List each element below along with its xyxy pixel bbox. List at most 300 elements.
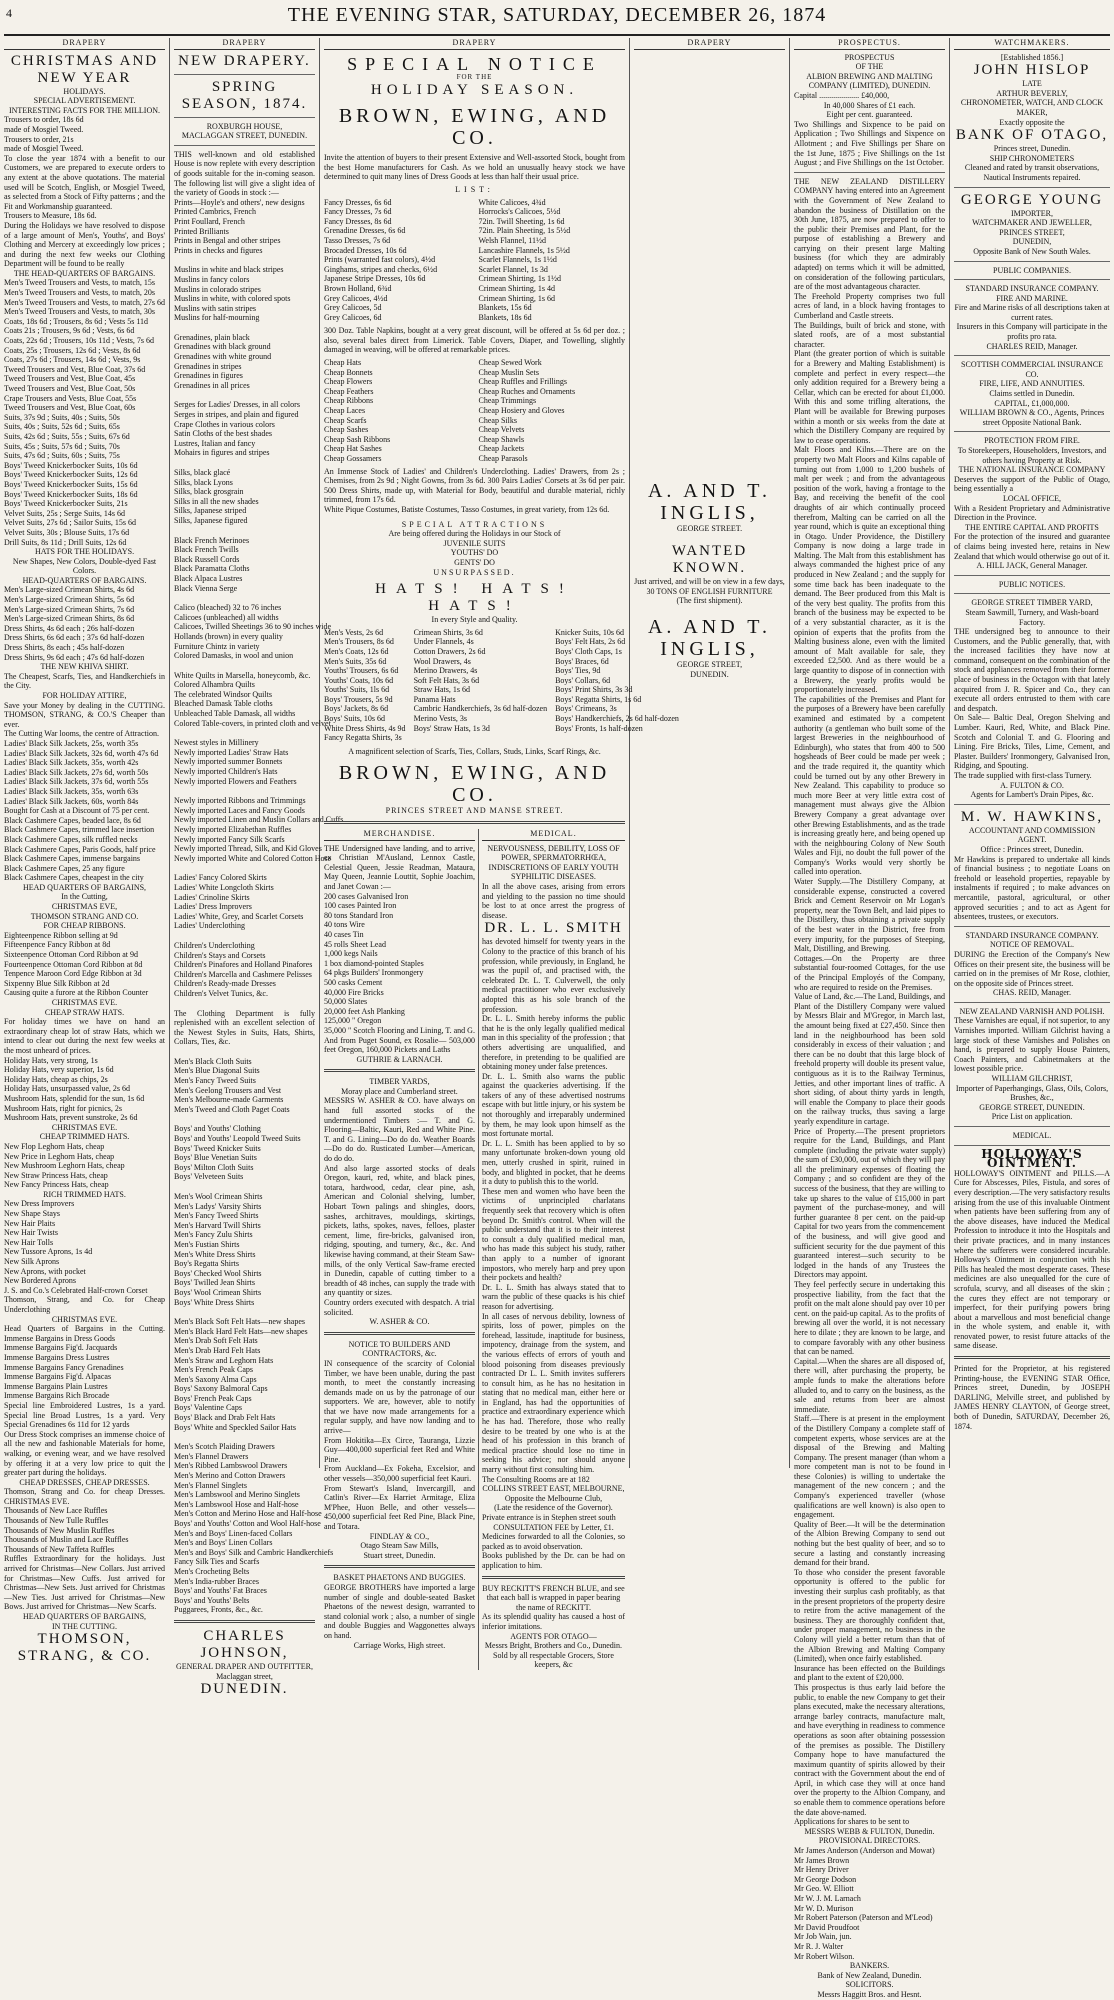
advert-text: Capital .................... £40,000, bbox=[794, 90, 890, 100]
clothing-col-b bbox=[414, 628, 548, 743]
list-item: Scarlet Flannels, 1s 1½d bbox=[478, 255, 557, 265]
spacer bbox=[174, 458, 315, 468]
advert-text: Suits, 40s ; Suits, 52s 6d ; Suits, 65s bbox=[4, 422, 120, 432]
advert-text: THOMSON STRANG AND CO. bbox=[30, 911, 139, 921]
list-item: Fancy Dresses, 8s 6d bbox=[324, 216, 392, 226]
hats-heading: HATS! HATS! HATS! bbox=[375, 581, 574, 615]
list-item: Wool Drawers, 4s bbox=[413, 656, 471, 666]
advert-text: Mr Job Wain, jun. bbox=[794, 1932, 852, 1942]
list-item: Cheap Feathers bbox=[324, 386, 374, 396]
advert-text: Ladies' Fancy Colored Skirts bbox=[174, 873, 267, 883]
advert-text: Fancy Silk Ties and Scarfs bbox=[174, 1557, 260, 1567]
advert-text: CHEAP TRIMMED HATS. bbox=[39, 1132, 130, 1142]
price-list bbox=[324, 198, 625, 323]
list-item: JUVENILE SUITS bbox=[443, 538, 506, 548]
advert-text: Grenadines with black ground bbox=[174, 342, 271, 352]
advert-text: Men's Cotton and Merino Hose and Half-hose bbox=[174, 1509, 322, 1519]
list-heading: LIST: bbox=[455, 184, 494, 194]
advert-text: THE NATIONAL INSURANCE COMPANY bbox=[958, 465, 1106, 475]
advert-text: Thomson, Strang and Co. for cheap Dresses. CHRISTMAS EVE. bbox=[4, 1487, 165, 1506]
advert-text: Mr W. D. Murison bbox=[794, 1903, 854, 1913]
advert-text: Calico (bleached) 32 to 76 inches bbox=[174, 603, 282, 613]
advert-text: Mushroom Hats, splendid for the sun, 1s 6d bbox=[4, 1093, 145, 1103]
advert-text: From Stewart's Island, Invercargill, and Catlin's River—Ex Harriet Armitage, Eliza M'Phee, Huon Belle, and other vessels—450,000 superficial feet Red Pine, Black Pine, and Totara. bbox=[324, 1483, 475, 1531]
advert-text: Men's Merino and Cotton Drawers bbox=[174, 1471, 286, 1481]
advert-text: Men's Large-sized Crimean Shirts, 8s 6d bbox=[4, 614, 135, 624]
advert-text: Boys' and Youths' Clothing bbox=[174, 1124, 261, 1134]
advert-text: Trousers to order, 18s 6d bbox=[4, 115, 84, 125]
advert-text: Men's Lambswool and Merino Singlets bbox=[174, 1490, 300, 1500]
advert-text: CHRISTMAS EVE. bbox=[51, 1314, 118, 1324]
advert-text: Men's Ribbed Lambswool Drawers bbox=[174, 1461, 288, 1471]
advert-text: Causing quite a furore at the Ribbon Counter bbox=[4, 988, 149, 998]
advert-text: 40 cases Tin bbox=[324, 929, 364, 939]
list-item: Cheap Flowers bbox=[324, 377, 373, 387]
list-item: Cheap Bonnets bbox=[324, 367, 373, 377]
advert-text: Mr James Anderson (Anderson and Mowat) bbox=[794, 1846, 935, 1856]
advert-text: J. S. and Co.'s Celebrated Half-crown Corset bbox=[4, 1285, 148, 1295]
list-item: Cheap Ruffles and Frillings bbox=[478, 377, 568, 387]
advert-text: CHRONOMETER, WATCH, AND CLOCK MAKER, bbox=[960, 98, 1104, 117]
advert-text: Children's Velvet Tunics, &c. bbox=[174, 988, 268, 998]
advert-text: DUNEDIN. bbox=[690, 669, 729, 679]
advert-text: Boys' and Youths' Cotton and Wool Half-hose bbox=[174, 1519, 321, 1528]
advert-text: New Hair Plaits bbox=[4, 1218, 56, 1228]
advert-text: Men's Melbourne-made Garments bbox=[174, 1095, 284, 1105]
list-item: Cheap Hat Sashes bbox=[324, 444, 382, 454]
advert-text: Ladies' Black Silk Jackets, 35s, worth 63s bbox=[4, 786, 139, 796]
advert-text: The celebrated Windsor Quilts bbox=[174, 689, 272, 699]
advert-text: CHEAP DRESSES, CHEAP DRESSES. bbox=[19, 1477, 150, 1487]
advert-text: Otago Steam Saw Mills, bbox=[360, 1541, 439, 1551]
spacer bbox=[174, 931, 315, 941]
list-item: Grey Calicoes, 6d bbox=[324, 312, 382, 322]
advert-text: Boys' Milton Cloth Suits bbox=[174, 1162, 254, 1172]
list-item: Merino Drawers, 4s bbox=[413, 666, 478, 676]
advert-text: Printed Brilliants bbox=[174, 226, 229, 236]
advert-text: LATE bbox=[1022, 79, 1042, 89]
spacer bbox=[174, 323, 315, 333]
advert-text: Men's Tweed Trousers and Vests, to match, 27s 6d bbox=[4, 297, 166, 307]
advert-text: Importer of Paperhangings, Glass, Oils, Colors, Brushes, &c., bbox=[955, 1083, 1109, 1103]
advert-text: The capabilities of the Premises and Plant for the purposes of a Brewery have been carefully examined and estimated by a competent authority (a gentleman who built some of the largest Breweries in the neighbourhood of Edinburgh), who states that from 400 to 500 hogsheads of Beer could be made per week ; and the trade required it, the quantity which could be turned out by any other Brewery in New Zealand. This capability to produce so much more Beer at very little extra cost of management must always give the Albion Brewery Company a great advantage over other Brewing Establishments, and as the trade is increasing greatly here, and being opened up with the neighbouring Colony of New South Wales and Fiji, no doubt the full power of the Company's Works would very shortly be called into operation. bbox=[794, 694, 945, 877]
advert-text: Hollands (brown) in every quality bbox=[174, 631, 283, 641]
advert-text: Prints in Bengal and other stripes bbox=[174, 236, 281, 246]
advert-text: Boy's Regatta Shirts bbox=[174, 1259, 239, 1269]
list-item: Boys' Jackets, 8s 6d bbox=[324, 704, 389, 714]
advert-text: Colored Damasks, in wool and union bbox=[174, 651, 294, 661]
advert-text: Men's and Boys' Linen-faced Collars bbox=[174, 1528, 293, 1538]
advert-text: To Storekeepers, Householders, Investors, and others having Property at Risk. bbox=[957, 446, 1107, 465]
list-item: Straw Hats, 1s 6d bbox=[413, 685, 471, 695]
advert-text: In the Cutting, bbox=[61, 892, 108, 902]
list-item: Japanese Stripe Dresses, 10s 6d bbox=[324, 274, 426, 284]
advert-text: HOLIDAYS. bbox=[63, 86, 106, 96]
advert-text: Ladies' Underclothing bbox=[174, 921, 245, 931]
advert-heading: CHARLES JOHNSON, bbox=[200, 1627, 289, 1661]
advert-text: Coats, 27s 6d ; Trousers, 14s 6d ; Vests, 9s bbox=[4, 355, 141, 365]
hats-sub: In every Style and Quality. bbox=[431, 615, 518, 625]
advert-text: Ladies' Black Silk Jackets, 27s 6d, worth 50s bbox=[4, 767, 149, 777]
advert-text: Mushroom Hats, prevent sunstroke, 2s 6d bbox=[4, 1113, 138, 1123]
advert-text: 1,000 kegs Nails bbox=[324, 949, 378, 959]
advert-text: Princes street, Dunedin. bbox=[993, 144, 1071, 154]
list-item: Men's Coats, 12s 6d bbox=[324, 646, 389, 656]
column-header: MEDICAL. bbox=[482, 829, 625, 841]
list-item: Lancashire Flannels, 1s 5½d bbox=[478, 245, 570, 255]
advert-text: Black French Merinoes bbox=[174, 535, 250, 545]
spacer bbox=[634, 606, 785, 616]
advert-text: Thomson, Strang, and Co. for Cheap Underclothing bbox=[4, 1295, 165, 1314]
advert-text: Men's Fancy Tweed Shirts bbox=[174, 1211, 259, 1221]
special-notice-title: SPECIAL NOTICE bbox=[347, 53, 602, 74]
advert-text: Printed Cambrics, French bbox=[174, 207, 256, 217]
list-item: Merino Vests, 3s bbox=[413, 714, 467, 724]
advert-heading: DR. L. L. SMITH bbox=[484, 920, 623, 937]
list-item: Blankets, 15s 6d bbox=[478, 303, 532, 313]
advert-heading: NEW DRAPERY. bbox=[178, 52, 311, 69]
advert-text: Two Shillings and Sixpence to be paid on Application ; Two Shillings and Sixpence on Allotment ; and Five Shillings per Share on the 1st June, 1875 ; Five Shillings on the 1st August ; and Five Shillings on the 1st October. bbox=[794, 119, 945, 168]
advert-text: Newly imported Linen and Muslin Collars and Cuffs bbox=[174, 815, 344, 825]
advert-text: Black Alpaca Lustres bbox=[174, 573, 243, 583]
advert-text: Men's Large-sized Crimean Shirts, 4s 6d bbox=[4, 585, 135, 595]
advert-text: 100 cases Painted Iron bbox=[324, 901, 397, 911]
advert-text: Men's and Boys' Linen Collars bbox=[174, 1538, 273, 1548]
costumes-paragraph: White Pique Costumes, Batiste Costumes, Tasso Costumes, in great variety, from 12s 6d. bbox=[324, 504, 610, 514]
advert-text: GENERAL DRAPER AND OUTFITTER, bbox=[175, 1661, 314, 1671]
advert-text: Ruffles Extraordinary for the holidays. Just arrived for Christmas—New Collars. Just arrived for Christmas—New Cuffs. Just arrived for Christmas—New Sets. Just arrived for Christmas—New Ties. Just arrived for Christmas—New Bows. Just arrived for Christmas—New Scarfs. bbox=[4, 1554, 165, 1612]
advert-text: Sixpenny Blue Silk Ribbon at 2d bbox=[4, 978, 110, 988]
list-item: 72in. Twill Sheeting, 1s 6d bbox=[478, 216, 565, 226]
advert-text: Thousands of New Muslin Ruffles bbox=[4, 1525, 115, 1535]
divider bbox=[954, 1126, 1110, 1127]
advert-text: Children's Marcella and Cashmere Pelisses bbox=[174, 969, 312, 979]
magnificent-selection: A magnificent selection of Scarfs, Ties, Collars, Studs, Links, Scarf Rings, &c. bbox=[348, 746, 601, 756]
advert-text: Muslins in white and black stripes bbox=[174, 265, 284, 275]
column-drapery-1 bbox=[0, 38, 170, 1665]
column-prospectus bbox=[790, 38, 950, 1999]
advert-text: Mr Robert Paterson (Paterson and M'Leod) bbox=[794, 1913, 933, 1923]
advert-text: 35,000 " Scotch Flooring and Lining, T. and G. bbox=[324, 1025, 475, 1035]
advert-text: Tenpence Maroon Cord Edge Ribbon at 3d bbox=[4, 969, 142, 979]
advert-text: 64 pkgs Builders' Ironmongery bbox=[324, 968, 424, 978]
list-item: Boys' Trousers, 5s 9d bbox=[324, 694, 393, 704]
advert-text: Eighteenpence Ribbon selling at 9d bbox=[4, 930, 118, 940]
spacer bbox=[634, 533, 785, 543]
advert-text: Tweed Trousers and Vest, Blue Coat, 50s bbox=[4, 384, 136, 393]
advert-text: Coats, 22s 6d ; Trousers, 10s 11d ; Vests, 7s 6d bbox=[4, 336, 155, 346]
advert-text: RICH TRIMMED HATS. bbox=[43, 1189, 126, 1199]
cheap-goods-list bbox=[324, 358, 625, 464]
advert-text: Water Supply.—The Distillery Company, at considerable expense, constructed a covered Brick and Cement Reservoir on Mr Logan's property, near the Town Belt, and laid pipes to the Distillery, thus obtaining a private supply of the best water in the District, free from every impurity, for the purposes of Steeping, Malt, Distilling, and Brewing. bbox=[794, 877, 945, 954]
advert-text: DUNEDIN, bbox=[1012, 237, 1052, 247]
advert-text: Just arrived, and will be on view in a few days, bbox=[634, 577, 785, 587]
advert-text: SHIP CHRONOMETERS bbox=[989, 153, 1075, 163]
divider bbox=[954, 431, 1110, 432]
clothing-price-table bbox=[324, 627, 679, 743]
advert-text: Men's Ladys' Varsity Shirts bbox=[174, 1201, 262, 1211]
column-header: PROSPECTUS. bbox=[794, 38, 945, 50]
list-item: Boys' Collars, 6d bbox=[555, 675, 611, 685]
advert-text: Thousands of Muslin and Lace Ruffles bbox=[4, 1535, 129, 1545]
advert-text: GEORGE STREET, DUNEDIN. bbox=[979, 1102, 1085, 1112]
advert-text: Newly imported Fancy Silk Scarfs bbox=[174, 834, 285, 844]
list-item: Fancy Dresses, 6s 6d bbox=[324, 197, 392, 207]
advert-text: Suits, 42s 6d ; Suits, 55s ; Suits, 67s 6d bbox=[4, 431, 130, 441]
advert-text: Quality of Beer.—It will be the determination of the Albion Brewing Company to send out nothing but the best quality of beer, and so to secure a lasting and constantly increasing demand for their brand. bbox=[794, 1519, 945, 1568]
list-item: Youths' Suits, 1ls 6d bbox=[324, 685, 390, 695]
spacer bbox=[174, 728, 315, 738]
spacer bbox=[174, 1047, 315, 1057]
advert-text: Price List on application. bbox=[991, 1112, 1073, 1122]
advert-text: Holiday Hats, unsurpassed value, 2s 6d bbox=[4, 1084, 130, 1094]
advert-text: Mr Geo. W. Elliott bbox=[794, 1884, 854, 1894]
spacer bbox=[174, 999, 315, 1009]
advert-text: GEORGE STREET, bbox=[676, 659, 743, 669]
advert-text: NOTICE OF REMOVAL. bbox=[989, 940, 1075, 950]
list-item: Boys' Braces, 6d bbox=[555, 656, 609, 666]
advert-text: Silks, black Lyons bbox=[174, 477, 233, 487]
advert-text: Calicoes, Twilled Sheetings 36 to 90 inches wide bbox=[174, 622, 332, 632]
list-item: Men's Vests, 2s 6d bbox=[324, 627, 384, 637]
divider bbox=[794, 172, 945, 173]
list-item: Brocaded Dresses, 10s 6d bbox=[324, 245, 407, 255]
list-item: Cheap Sashes bbox=[324, 425, 369, 435]
advert-text: Black Cashmere Capes, silk ruffled necks bbox=[4, 834, 138, 844]
advert-text: has devoted himself for twenty years in the Colony to the practice of this branch of his profession, while previously, in England, he was the pupil of, and practised with, the celebrated Dr. L. T. Culverwell, the only medical practitioner who ever exclusively adopted this as his sole branch of the profession. bbox=[481, 937, 625, 1014]
advert-text: THE Undersigned have landing, and to arrive, ex Christian M'Ausland, Lennox Castle, Celestial Queen, Jessie Readman, Mataura, May Queen, Jeannie Louttit, Sophie Joachim, and Janet Cowan :— bbox=[324, 843, 475, 891]
column-drapery-3 bbox=[320, 38, 679, 1670]
list-item: White Dress Shirts, 4s 9d bbox=[324, 723, 406, 733]
advert-text: During the Holidays we have resolved to dispose of a large amount of Men's, Youths', and Boys' Clothing and Mercery at exceedingly low prices ; and during the next few weeks our Clothing Department will be found to be really bbox=[4, 220, 165, 269]
list-item: Grenadine Dresses, 6s 6d bbox=[324, 226, 406, 236]
advert-text: Fire and Marine risks of all descriptions taken at current rates. bbox=[954, 303, 1110, 322]
advert-text: The Cutting War looms, the centre of Attraction. bbox=[4, 729, 159, 739]
advert-text: Black Cashmere Capes, cheapest in the city bbox=[4, 873, 144, 883]
advert-text: CONSULTATION FEE by Letter, £1. bbox=[493, 1522, 614, 1532]
divider bbox=[954, 1002, 1110, 1003]
list-item: Scarlet Flannel, 1s 3d bbox=[478, 264, 548, 274]
advert-text: Ladies' Black Silk Jackets, 32s 6d, worth 47s 6d bbox=[4, 748, 159, 758]
advert-text: CAPITAL, £1,000,000. bbox=[994, 398, 1070, 408]
advert-text: These Varnishes are equal, if not superior, to any Varnishes imported. William Gilchrist having a large stock of these Varnishes and Polishes on hand, is prepared to supply House Painters, Coach Painters, and Cabinetmakers at the lowest possible price. bbox=[954, 1016, 1110, 1074]
advert-text: Ladies' Black Silk Jackets, 35s, worth 42s bbox=[4, 758, 139, 768]
advert-text: Private entrance is in Stephen street south bbox=[481, 1513, 616, 1522]
advert-text: HATS FOR THE HOLIDAYS. bbox=[34, 547, 135, 557]
advert-text: Black Paramatta Cloths bbox=[174, 564, 250, 574]
column-header: DRAPERY bbox=[634, 38, 785, 50]
advert-text: Newly imported Ribbons and Trimmings bbox=[174, 796, 306, 806]
advert-text: Puggarees, Fronts, &c., &c. bbox=[174, 1605, 263, 1615]
advert-text: Deserves the support of the Public of Otago, being essentially a bbox=[954, 474, 1110, 494]
spacer bbox=[174, 1182, 315, 1192]
advert-text: Men's Flannel Drawers bbox=[174, 1451, 249, 1461]
advert-text: ACCOUNTANT AND COMMISSION AGENT. bbox=[968, 825, 1096, 845]
advert-text: CHRISTMAS EVE. bbox=[51, 998, 118, 1007]
advert-text: Newly imported White and Colored Cotton Hose bbox=[174, 853, 332, 863]
advert-text: Mr Hawkins is prepared to undertake all kinds of financial business ; to negotiate Loans on freehold or leasehold properties, repayable by instalments if required ; to make advances on mercantile, pastoral, agricultural, or other approved securities ; and to act as Agent for absentees, trustees, or executors. bbox=[954, 854, 1110, 922]
advert-text: Plant (the greater portion of which is suitable for a Brewery and Malting Establishment) is complete and perfect in every respect—the only addition required for a Brewery being a Cellar, which can be erected for about £1,000. With this and some trifling alterations, the Plant will be available for Brewing purposes within a month or six weeks from the date at which the Distillery Company are required by law to cease operations. bbox=[794, 349, 945, 445]
advert-text: To those who consider the present favorable opportunity is offered to the public for investing their surplus cash profitably, as that in the present proprietors of the property desire to retire from the active management of the business. They are thoroughly confident that, under proper management, no business in the Colony will yield a better return than that of the Albion Brewing and Malting Company (Limited), when once fairly established. bbox=[794, 1567, 945, 1664]
advert-text: Unbleached Table Damask, all widths bbox=[174, 709, 296, 719]
advert-text: The trade supplied with first-class Turnery. bbox=[954, 771, 1092, 780]
advert-heading: CHRISTMAS AND NEW YEAR bbox=[10, 52, 159, 86]
cheap-goods-left bbox=[324, 358, 471, 464]
advert-text: NEW ZEALAND VARNISH AND POLISH. bbox=[959, 1006, 1105, 1016]
advert-text: Immense Bargains Fancy Grenadines bbox=[4, 1362, 124, 1372]
clothing-col-a bbox=[324, 628, 406, 743]
advert-text: Men's Scotch Plaiding Drawers bbox=[174, 1442, 275, 1452]
advert-text: NOTICE TO BUILDERS AND CONTRACTORS, &c. bbox=[348, 1339, 451, 1359]
list-item: 72in. Plain Sheeting, 1s 5½d bbox=[478, 226, 571, 236]
advert-text: Men's Tweed Trousers and Vests, to match, 15s bbox=[4, 278, 156, 288]
advert-text: For holiday times we have on hand an extraordinary cheap lot of straw Hats, which we intend to clear out during the next few weeks at the most unheard of prices. bbox=[4, 1017, 165, 1055]
advert-text: HEAD-QUARTERS OF BARGAINS. bbox=[22, 575, 147, 585]
advert-text: A. FULTON & CO. bbox=[1000, 780, 1064, 790]
advert-text: Head Quarters of Bargains in the Cutting. Immense Bargains in Dress Goods bbox=[4, 1324, 165, 1343]
column-watchmakers bbox=[950, 38, 1114, 1468]
advert-text: THIS well-known and old established House is now replete with every description of goods suitable for the in-coming season. The following list will give a slight idea of the variety of Goods in stock :— bbox=[174, 149, 315, 198]
divider bbox=[324, 1565, 475, 1568]
advert-text: Immense Bargains Dress Lustres bbox=[4, 1352, 110, 1362]
advert-text: 30 TONS OF ENGLISH FURNITURE bbox=[646, 586, 773, 596]
advert-text: With a Resident Proprietary and Administrative Direction in the Province. bbox=[954, 503, 1110, 523]
unsurpassed-label: UNSURPASSED. bbox=[433, 567, 516, 577]
advert-text: Lustres, Italian and fancy bbox=[174, 438, 256, 448]
advert-text: PUBLIC NOTICES. bbox=[998, 579, 1066, 589]
advert-text: New Flop Leghorn Hats, cheap bbox=[4, 1141, 105, 1151]
list-item: Soft Felt Hats, 3s 6d bbox=[413, 675, 480, 685]
advert-text: BASKET PHAETONS AND BUGGIES. bbox=[333, 1573, 466, 1583]
masthead-title: THE EVENING STAR, SATURDAY, DECEMBER 26, 1874 bbox=[287, 4, 827, 26]
advert-blocks bbox=[324, 844, 475, 1651]
advert-text: THE undersigned beg to announce to their Customers, and the Public generally, that, with the increased facilities they have now at command, consequent on the combination of the stock and appliances removed from their former place of business in the Octagon with that lately acquired from J. R. Spicer and Co., they can execute all orders entrusted to them with care and despatch. bbox=[954, 627, 1110, 713]
advert-text: Price of Property.—The present proprietors require for the Land, Buildings, and Plant complete (including the private water supply) the sum of £30,000, out of which they will pay all the preliminary expenses of floating the Company ; and so confident are they of the success of the business, that they are willing to take up shares to the value of £15,000 in part payment of the purchase-money, and will further guarantee 8 per cent. on the paid-up Capital for two years from the commencement of the business, and will give good and sufficient security for the due payment of this guaranteed interest—such security to be lodged in the hands of any Trustees the Directors may appoint. bbox=[794, 1126, 945, 1280]
advert-text: Men's and Boys' Silk and Cambric Handkerchiefs bbox=[174, 1547, 334, 1557]
advert-heading: SPRING SEASON, 1874. bbox=[181, 78, 308, 112]
spacer bbox=[174, 390, 315, 400]
advert-text: Men's Large-sized Crimean Shirts, 7s 6d bbox=[4, 604, 135, 614]
advert-text: Mr George Dodson bbox=[794, 1874, 857, 1884]
advert-text: PUBLIC COMPANIES. bbox=[993, 265, 1071, 275]
advert-text: As its splendid quality has caused a host of inferior imitations. bbox=[481, 1612, 625, 1631]
advert-text: Men's French Peak Caps bbox=[174, 1365, 253, 1375]
divider bbox=[954, 355, 1110, 356]
advert-text: Claims settled in Dunedin. bbox=[989, 389, 1075, 399]
advert-text: PROTECTION FROM FIRE. bbox=[984, 436, 1080, 446]
advert-text: Grenadines in all prices bbox=[174, 380, 250, 390]
advert-text: Boys' Velveteen Suits bbox=[174, 1172, 244, 1182]
list-item: Cheap Parasols bbox=[478, 454, 528, 463]
advert-text: In 40,000 Shares of £1 each. bbox=[823, 100, 916, 110]
advert-text: Sold by all respectable Grocers, Store keepers, &c bbox=[493, 1650, 614, 1670]
advert-blocks bbox=[482, 844, 625, 1670]
advert-text: INTERESTING FACTS FOR THE MILLION. bbox=[8, 105, 161, 115]
list-item: Cheap Hats bbox=[324, 358, 362, 368]
advert-text: Colored Table-covers, in printed cloth and velvet bbox=[174, 718, 331, 728]
advert-text: Staff.—There is at present in the employment of the Distillery Company a complete staff of competent experts, whose services are at the disposal of the Brewing and Malting Company. The present manager (than whom a more competent man is not to be found in these Colonies) is willing to undertake the management of the new concern ; and the Company's experienced traveller (whose qualifications are well known) is also open to engagement. bbox=[794, 1414, 945, 1520]
list-item: Boys' Cloth Caps, 1s bbox=[555, 646, 622, 656]
advert-text: Boys' White and Speckled Sailor Hats bbox=[174, 1422, 296, 1432]
list-item: Men's Suits, 35s 6d bbox=[324, 656, 387, 666]
advert-text: Medicines forwarded to all the Colonies, so packed as to avoid observation. bbox=[481, 1532, 625, 1551]
advert-text: Print Foullard, French bbox=[174, 216, 245, 226]
spacer bbox=[174, 1307, 315, 1317]
list-item: Boys' Ties, 9d bbox=[555, 666, 601, 676]
advert-text: Muslins with satin stripes bbox=[174, 303, 257, 313]
advert-text: ROXBURGH HOUSE, bbox=[206, 121, 283, 131]
list-item: Crimean Shirting, 1s 1½d bbox=[478, 274, 561, 284]
list-item: Welsh Flannel, 11½d bbox=[478, 235, 546, 245]
advert-text: Silks, Japanese striped bbox=[174, 506, 247, 516]
list-item: Cheap Sewed Work bbox=[478, 358, 542, 368]
advert-text: New Shape Stays bbox=[4, 1209, 60, 1219]
advert-text: 45 rolls Sheet Lead bbox=[324, 939, 386, 949]
advert-text: Boys' Tweed Knickerbocker Suits, 10s 6d bbox=[4, 460, 138, 470]
list-item: Boys' Print Shirts, 3s 3d bbox=[555, 685, 633, 695]
advert-text: CHAS. REID, Manager. bbox=[993, 988, 1071, 998]
advert-text: Stuart street, Dunedin. bbox=[363, 1550, 436, 1560]
advert-blocks bbox=[794, 53, 945, 2000]
advert-text: DURING the Erection of the Company's New Offices on their present site, the business will be carried on in the premises of Mr Rose, clothier, on the opposite side of Princes street. bbox=[954, 949, 1110, 988]
medical-column bbox=[479, 829, 625, 1670]
advert-text: SPECIAL ADVERTISEMENT. bbox=[33, 96, 136, 106]
list-item: Boys' Straw Hats, 1s 3d bbox=[413, 723, 490, 733]
advert-text: Trousers to Measure, 18s 6d. bbox=[4, 211, 97, 221]
column-header: WATCHMAKERS. bbox=[954, 38, 1110, 50]
advert-text: Prints—Hoyle's and others', new designs bbox=[174, 197, 305, 207]
advert-text: Prints in checks and figures bbox=[174, 245, 263, 255]
advert-text: Men's Tweed Trousers and Vests, to match, 30s bbox=[4, 307, 156, 317]
list-item: Under Flannels, 4s bbox=[413, 637, 474, 647]
advert-text: Opposite the Melbourne Club, bbox=[504, 1493, 603, 1503]
advert-text: Save your Money by dealing in the CUTTING. THOMSON, STRANG, & CO.'S Cheaper than ever. bbox=[4, 700, 165, 729]
advert-text: Boys' Checked Wool Shirts bbox=[174, 1268, 262, 1278]
advert-text: Trousers to order, 21s bbox=[4, 134, 74, 144]
advert-text: Boys' Tweed Knickerbocker Suits, 12s 6d bbox=[4, 470, 138, 480]
advert-text: Newly imported summer Bonnets bbox=[174, 757, 283, 767]
advert-text: Muslins in white, with colored spots bbox=[174, 294, 291, 304]
for-the-label: FOR THE bbox=[456, 72, 493, 81]
underclothing-paragraph: An Immense Stock of Ladies' and Children's Underclothing. Ladies' Drawers, from 2s ; Chemises, from 2s 9d ; Night Gowns, from 3s 6d. 300 Pairs Ladies' Corsets at 3s 6d per pair. 500 Dress Shirts, made up, with Material for Body, beautiful and durable material, richly trimmed, from 17s 6d. bbox=[324, 466, 625, 505]
list-item: Cotton Drawers, 2s 6d bbox=[413, 646, 486, 656]
advert-text: GEORGE STREET. bbox=[676, 523, 743, 533]
advert-text: Mr R. J. Walter bbox=[794, 1941, 844, 1951]
list-item: Knicker Suits, 10s 6d bbox=[555, 627, 624, 637]
merchandise-column bbox=[324, 829, 479, 1670]
advert-text: IN THE CUTTING. bbox=[52, 1621, 117, 1631]
advert-text: THE NEW ZEALAND DISTILLERY COMPANY having entered into an Agreement with the Government of New Zealand to abandon the business of Distillation on the 30th June, 1875, are now prepared to offer to the public their Premises and Plant, for the purpose of establishing a Brewery and carrying on their present large Malting business (for which they are admirably adapted) on terms which it will be admitted, on consideration of the following particulars, are of the most advantageous character. bbox=[794, 176, 945, 292]
advert-text: Grenadines, plain black bbox=[174, 332, 250, 342]
list-item: Blankets, 18s 6d bbox=[478, 312, 532, 322]
advert-text: Men's Fancy Tweed Suits bbox=[174, 1076, 256, 1086]
advert-text: New Aprons, with pocket bbox=[4, 1266, 86, 1276]
advert-text: Men's Tweed Trousers and Vests, to match, 20s bbox=[4, 288, 156, 298]
advert-text: Black French Twills bbox=[174, 545, 239, 555]
advert-text: Boys' Tweed Knickerbocker Suits, 21s bbox=[4, 499, 128, 509]
advert-text: Country orders executed with despatch. A trial solicited. bbox=[324, 1297, 475, 1317]
advert-text: Thousands of New Tulle Ruffles bbox=[4, 1516, 109, 1526]
list-item: Boys' Felt Hats, 2s 6d bbox=[555, 637, 626, 647]
advert-text: Men's White Dress Shirts bbox=[174, 1249, 256, 1259]
advert-text: 50,000 Slates bbox=[324, 997, 368, 1007]
spacer bbox=[174, 1432, 315, 1442]
list-item: Fancy Dresses, 7s 6d bbox=[324, 207, 392, 217]
advert-text: Opposite Bank of New South Wales. bbox=[973, 246, 1091, 256]
advert-text: Steam Sawmill, Turnery, and Wash-board Factory. bbox=[965, 607, 1099, 627]
advert-text: 500 casks Cement bbox=[324, 977, 383, 987]
advert-text: Silks, black glacé bbox=[174, 468, 231, 477]
